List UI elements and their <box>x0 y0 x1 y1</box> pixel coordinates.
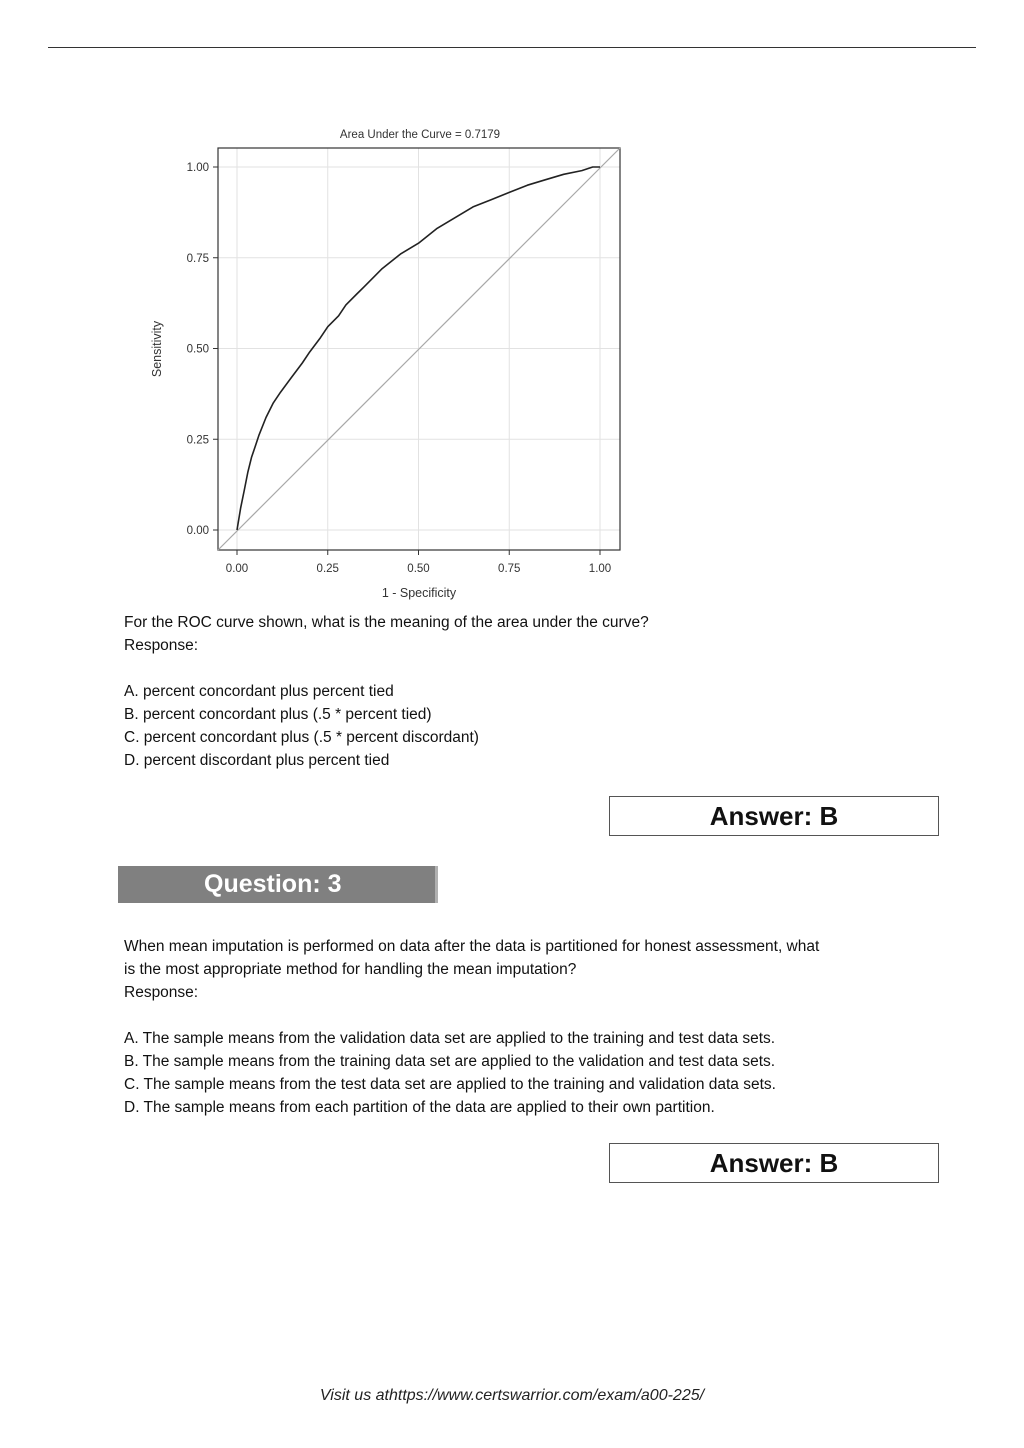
x-axis-label: 1 - Specificity <box>381 586 457 600</box>
question-2-prompt: For the ROC curve shown, what is the meaning of the area under the curve? <box>124 614 649 631</box>
option-b: B. The sample means from the training data set are applied to the validation and test data sets. <box>124 1053 776 1070</box>
answer-box-q3 <box>609 1143 939 1183</box>
option-c: C. The sample means from the test data set are applied to the training and validation data sets. <box>124 1076 776 1093</box>
y-tick-label: 0.00 <box>186 525 209 537</box>
y-tick-label: 1.00 <box>186 162 209 174</box>
answer-text: Answer: B <box>709 1147 839 1178</box>
y-axis-label: Sensitivity <box>150 320 164 378</box>
question-2-text <box>124 611 944 772</box>
answer-box-q2 <box>609 796 939 836</box>
question-banner-label: Question: 3 <box>204 870 342 898</box>
x-tick-label: 0.00 <box>225 563 249 575</box>
option-b: B. percent concordant plus (.5 * percent tied) <box>124 706 432 723</box>
question-3-prompt-line-2: is the most appropriate method for handling the mean imputation? <box>124 961 577 978</box>
footer-visit-link[interactable]: Visit us athttps://www.certswarrior.com/exam/a00-225/ <box>319 1387 705 1404</box>
y-tick-label: 0.75 <box>186 252 209 265</box>
response-label: Response: <box>124 984 199 1001</box>
roc-chart <box>140 118 640 608</box>
option-d: D. percent discordant plus percent tied <box>124 752 390 769</box>
option-d: D. The sample means from each partition of the data are applied to their own partition. <box>124 1099 715 1116</box>
answer-text: Answer: B <box>709 800 839 831</box>
roc-chart-svg <box>140 118 640 608</box>
question-banner <box>118 866 438 903</box>
option-c: C. percent concordant plus (.5 * percent discordant) <box>124 729 479 746</box>
x-tick-label: 1.00 <box>588 563 612 575</box>
x-tick-label: 0.25 <box>316 563 339 575</box>
chart-title: Area Under the Curve = 0.7179 <box>339 129 501 141</box>
top-rule <box>48 47 976 48</box>
question-3-text <box>124 935 944 1119</box>
y-tick-label: 0.25 <box>186 434 209 447</box>
option-a: A. The sample means from the validation data set are applied to the training and test data sets. <box>124 1030 776 1047</box>
option-a: A. percent concordant plus percent tied <box>124 683 394 700</box>
question-3-prompt-line-1: When mean imputation is performed on data after the data is partitioned for honest assessment, what <box>124 938 820 955</box>
x-tick-label: 0.75 <box>498 563 521 575</box>
response-label: Response: <box>124 637 199 654</box>
y-tick-label: 0.50 <box>186 343 209 356</box>
x-tick-label: 0.50 <box>407 563 430 575</box>
